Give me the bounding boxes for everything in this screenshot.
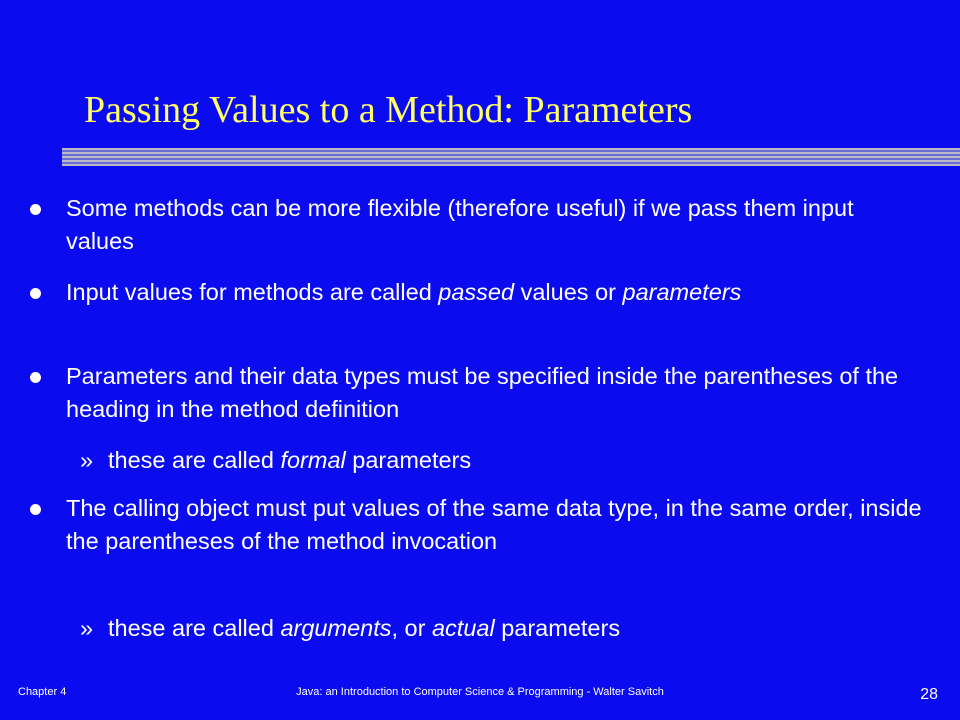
bullet-text-mid: values or (514, 279, 623, 305)
bullet-icon (30, 504, 41, 515)
bullet-icon (30, 204, 41, 215)
sub-bullet-text-start: these are called (108, 615, 281, 641)
page-number: 28 (920, 686, 938, 703)
slide-title: Passing Values to a Method: Parameters (84, 89, 693, 131)
bullet-text: Parameters and their data types must be specified inside the parentheses of the heading in the method definition (66, 363, 899, 422)
sub-bullet-item (80, 612, 908, 645)
sub-bullet-text-start: these are called (108, 447, 281, 473)
bullet-icon (30, 372, 41, 383)
footer-course: Java: an Introduction to Computer Science & Programming - Walter Savitch (296, 686, 664, 698)
bullet-item (66, 492, 926, 558)
bullet-item (66, 276, 926, 309)
sub-bullet-emphasis: arguments (280, 615, 392, 641)
bullet-emphasis: passed (438, 279, 515, 305)
raquo-icon: » (80, 447, 94, 473)
footer-chapter: Chapter 4 (18, 686, 67, 698)
sub-bullet-item (80, 444, 908, 477)
bullet-item (66, 192, 926, 258)
bullet-icon (30, 288, 41, 299)
bullet-text: Some methods can be more flexible (therefore useful) if we pass them input values (66, 195, 854, 254)
bullet-emphasis: parameters (622, 279, 742, 305)
bullet-text: The calling object must put values of the same data type, in the same order, inside the parentheses of the method invocation (66, 495, 922, 554)
sub-bullet-emphasis: formal (280, 447, 346, 473)
raquo-icon: » (80, 615, 94, 641)
sub-bullet-text-mid: , or (391, 615, 432, 641)
sub-bullet-text-end: parameters (345, 447, 472, 473)
bullet-text-start: Input values for methods are called (66, 279, 439, 305)
sub-bullet-text-end: parameters (494, 615, 621, 641)
title-divider (62, 148, 960, 166)
sub-bullet-emphasis: actual (431, 615, 495, 641)
bullet-item (66, 360, 926, 426)
